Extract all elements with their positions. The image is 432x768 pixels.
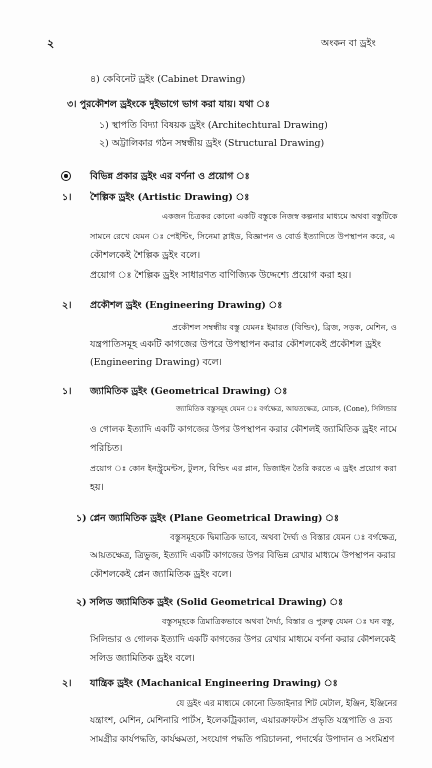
geometrical-line-2: ও গোলক ইত্যাদি একটি কাগজের উপর উপস্থাপন করার কৌশলই জ্যামিতিক ড্রইং নামে [90, 425, 397, 435]
list-item-architectural: ১) স্থাপতি বিদ্যা বিষয়ক ড্রইং (Architechtural Drawing) [99, 120, 328, 131]
engineering-title: প্রকৌশল ড্রইং (Engineering Drawing) ঃ [90, 300, 283, 311]
solid-line-1: বস্তুসমূহকে ত্রিমাত্রিকভাবে অথবা দৈর্ঘ্য, বিস্তার ও পুরুত্ব যেমন ঃ ঘন বস্তু, [162, 617, 395, 626]
artistic-line-2: সামনে রেখে যেমন ঃ পেইন্টিং, সিনেমা স্লাইড, বিজ্ঞাপন ও বোর্ড ইত্যাদিতে উপস্থাপন করে, এ [90, 231, 396, 241]
list-item-structural: ২) অট্টালিকার গঠন সম্বন্ধীয় ড্রইং (Structural Drawing) [99, 138, 325, 149]
page-number: ২ [47, 37, 55, 50]
plane-line-1: বস্তুসমূহকে দ্বিমাত্রিক ভাবে, অথবা দৈর্ঘ্য ও বিস্তার যেমন ঃ বর্গক্ষেত্র, [170, 532, 398, 542]
engineering-line-3: (Engineering Drawing) বলে। [90, 357, 222, 368]
mechanical-line-2: যন্ত্রাংশ, মেশিন, মেশিনারি পার্টস, ইলেকট্রিক্যাল, এয়ারক্রাফটস প্রভৃতি যন্ত্রপাতি ও দ্রব্য [90, 716, 393, 726]
geometrical-number: ১। [62, 386, 72, 397]
section-heading: বিভিন্ন প্রকার ড্রইং এর বর্ণনা ও প্রয়োগ ঃ [90, 171, 250, 182]
artistic-line-1: একজন চিত্রকর কোনো একটি বস্তুকে নিজস্ব কল্পনার মাধ্যমে অথবা বস্তুটিকে [162, 212, 398, 221]
geometrical-usage-1: প্রয়োগ ঃ কোন ইনস্ট্রুমেন্টস, টুলস, বিল্ডিং এর প্লান, ডিজাইন তৈরি করতে এ ড্রইং প্রয়োগ করা [90, 463, 397, 473]
artistic-number: ১। [62, 192, 72, 203]
solid-title: ২) সলিড জ্যামিতিক ড্রইং (Solid Geometrical Drawing) ঃ [76, 597, 344, 608]
geometrical-title: জ্যামিতিক ড্রইং (Geometrical Drawing) ঃ [90, 386, 288, 397]
artistic-usage: প্রয়োগ ঃ শৈল্পিক ড্রইং সাধারণত বাণিজ্যিক উদ্দেশ্যে প্রয়োগ করা হয়। [90, 270, 352, 281]
running-title: অংকন বা ড্রইং [321, 38, 376, 49]
mechanical-line-3: সামগ্রীর কার্যপদ্ধতি, কার্যক্ষমতা, সংযোগ পদ্ধতি পরিচালনা, পদার্থের উপাদান ও সংমিশ্রণ [90, 735, 395, 745]
plane-title: ১) প্লেন জ্যামিতিক ড্রইং (Plane Geometrical Drawing) ঃ [76, 513, 339, 524]
engineering-line-2: যন্ত্রপাতিসমূহ একটি কাগজের উপরে উপস্থাপন করার কৌশলকেই প্রকৌশল ড্রইং [90, 339, 381, 350]
bullet-icon [61, 171, 71, 181]
plane-line-2: আয়তক্ষেত্র, ত্রিভুজ, ইত্যাদি একটি কাগজের উপর বিভিন্ন রেখার মাধ্যমে উপস্থাপন করার [90, 551, 396, 561]
geometrical-usage-2: হয়। [90, 482, 104, 493]
list-item-cabinet: ৪) কেবিনেট ড্রইং (Cabinet Drawing) [90, 74, 246, 85]
mechanical-line-1: যে ড্রইং এর মাধ্যমে কোনো ডিজাইনার শিট মেটাল, ইঞ্জিন, ইঞ্জিনের [176, 698, 398, 708]
mechanical-number: ২। [62, 678, 72, 689]
plane-line-3: কৌশলকেই প্লেন জ্যামিতিক ড্রইং বলে। [90, 569, 232, 580]
artistic-title: শৈল্পিক ড্রইং (Artistic Drawing) ঃ [90, 192, 250, 203]
mechanical-title: যান্ত্রিক ড্রইং (Machanical Engineering Drawing) ঃ [90, 678, 338, 689]
geometrical-line-3: পরিচিত। [90, 443, 123, 454]
engineering-number: ২। [62, 300, 72, 311]
civil-drawing-intro: ৩। পুরকৌশল ড্রইংকে দুইভাগে ভাগ করা যায়। যথা ঃ [67, 99, 270, 110]
geometrical-line-1: জ্যামিতিক বস্তুসমূহ যেমন ঃ বর্গক্ষেত্র, আয়তক্ষেত্র, মোচক, (Cone), সিলিন্ডার [176, 405, 397, 413]
artistic-line-3: কৌশলকেই শৈল্পিক ড্রইং বলে। [90, 250, 201, 261]
solid-line-2: সিলিন্ডার ও গোলক ইত্যাদি একটি কাগজের উপর রেখার মাধ্যমে বর্ণনা করার কৌশলকেই [90, 635, 396, 645]
solid-line-3: সলিড জ্যামিতিক ড্রইং বলে। [90, 653, 195, 664]
engineering-line-1: প্রকৌশল সম্বন্ধীয় বস্তু যেমনঃ ইমারত (বিল্ডিং), ব্রিজ, সড়ক, মেশিন, ও [172, 322, 397, 332]
